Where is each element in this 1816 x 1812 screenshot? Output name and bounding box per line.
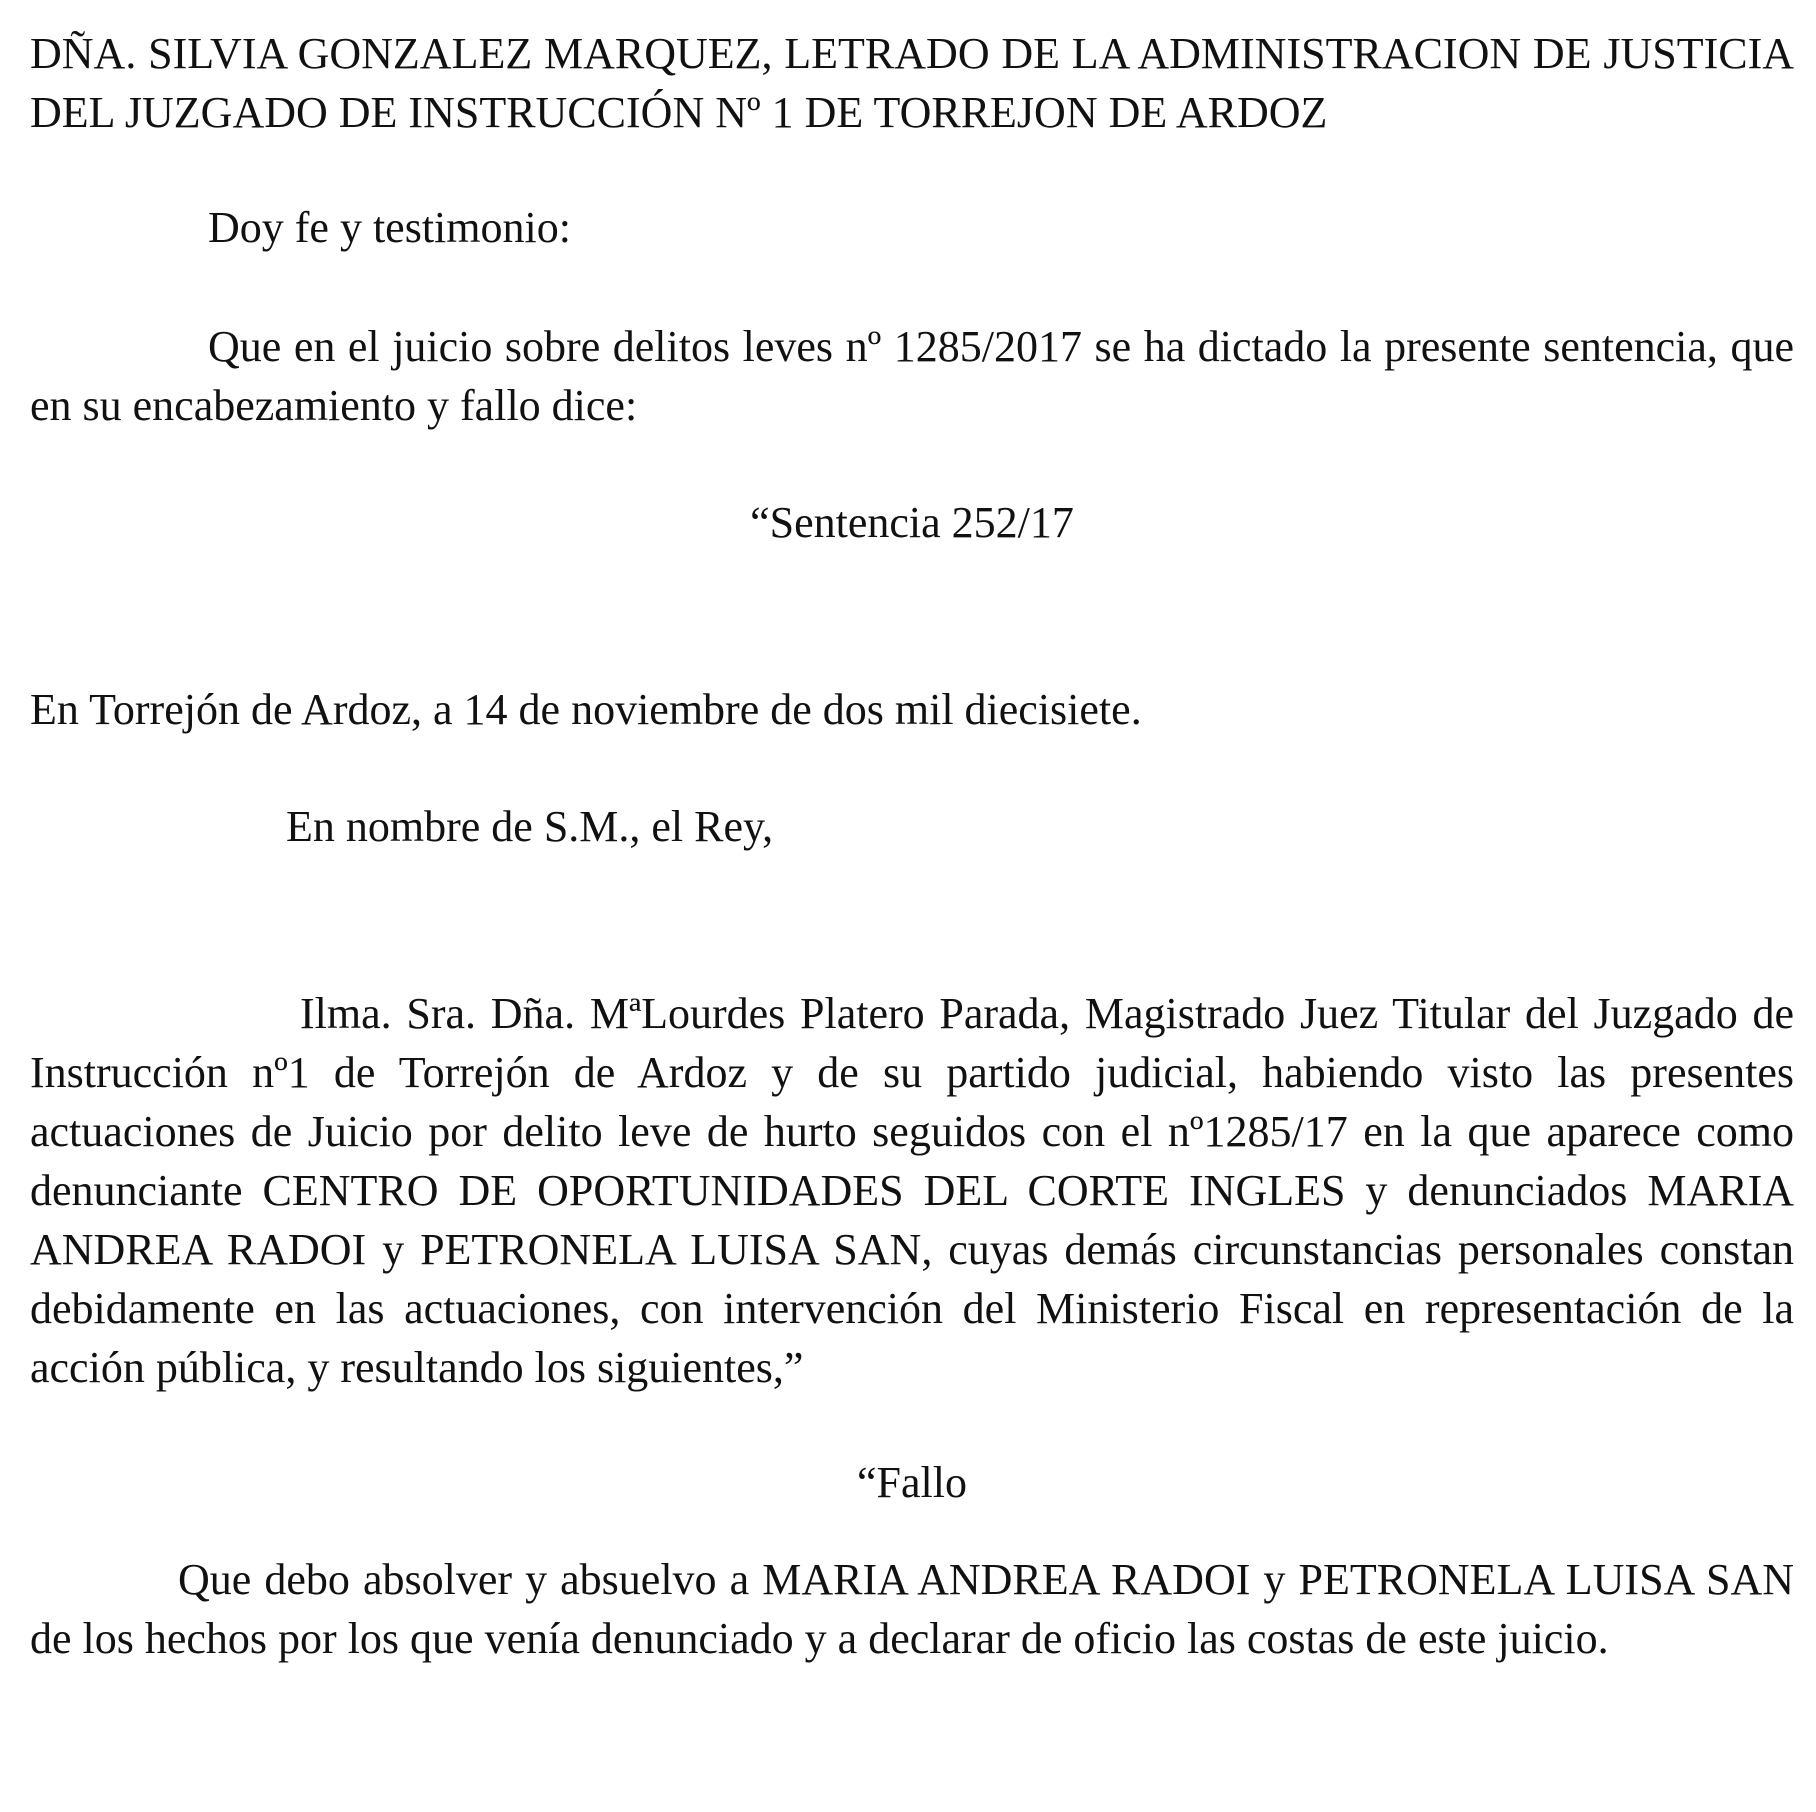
spacer	[30, 1397, 1794, 1453]
ruling-paragraph: Que debo absolver y absuelvo a MARIA ANDREA RADOI y PETRONELA LUISA SAN de los hechos por los que venía denunciado y a declarar de oficio las costas de este juicio.	[30, 1555, 1794, 1663]
spacer	[30, 552, 1794, 680]
spacer	[30, 142, 1794, 198]
spacer	[30, 257, 1794, 317]
intro-paragraph: Que en el juicio sobre delitos leves nº 1285/2017 se ha dictado la presente sentencia, que en su encabezamiento y fallo dice:	[30, 322, 1794, 430]
king-formula-line: En nombre de S.M., el Rey,	[286, 802, 774, 851]
sentence-title: “Sentencia 252/17	[750, 498, 1074, 547]
spacer	[30, 739, 1794, 797]
preamble-paragraph: Ilma. Sra. Dña. MªLourdes Platero Parada, Magistrado Juez Titular del Juzgado de Instrucción nº1 de Torrejón de Ardoz y de su partido judicial, habiendo visto las presentes actuaciones de Juicio por delito leve de hurto seguidos con el nº1285/17 en la que aparece como denunciante CENTRO DE OPORTUNIDADES DEL CORTE INGLES y denunciados MARIA ANDREA RADOI y PETRONELA LUISA SAN, cuyas demás circunstancias personales constan debidamente en las actuaciones, con intervención del Ministerio Fiscal en representación de la acción pública, y resultando los siguientes,”	[30, 989, 1794, 1392]
spacer	[30, 856, 1794, 984]
spacer	[30, 1512, 1794, 1550]
ruling-title: “Fallo	[857, 1458, 967, 1507]
spacer	[30, 435, 1794, 493]
document-heading: DÑA. SILVIA GONZALEZ MARQUEZ, LETRADO DE LA ADMINISTRACION DE JUSTICIA DEL JUZGADO DE INSTRUCCIÓN Nº 1 DE TORREJON DE ARDOZ	[30, 29, 1794, 137]
attestation-line: Doy fe y testimonio:	[208, 203, 571, 252]
place-date-line: En Torrejón de Ardoz, a 14 de noviembre de dos mil diecisiete.	[30, 685, 1142, 734]
document-page	[30, 24, 1794, 1668]
